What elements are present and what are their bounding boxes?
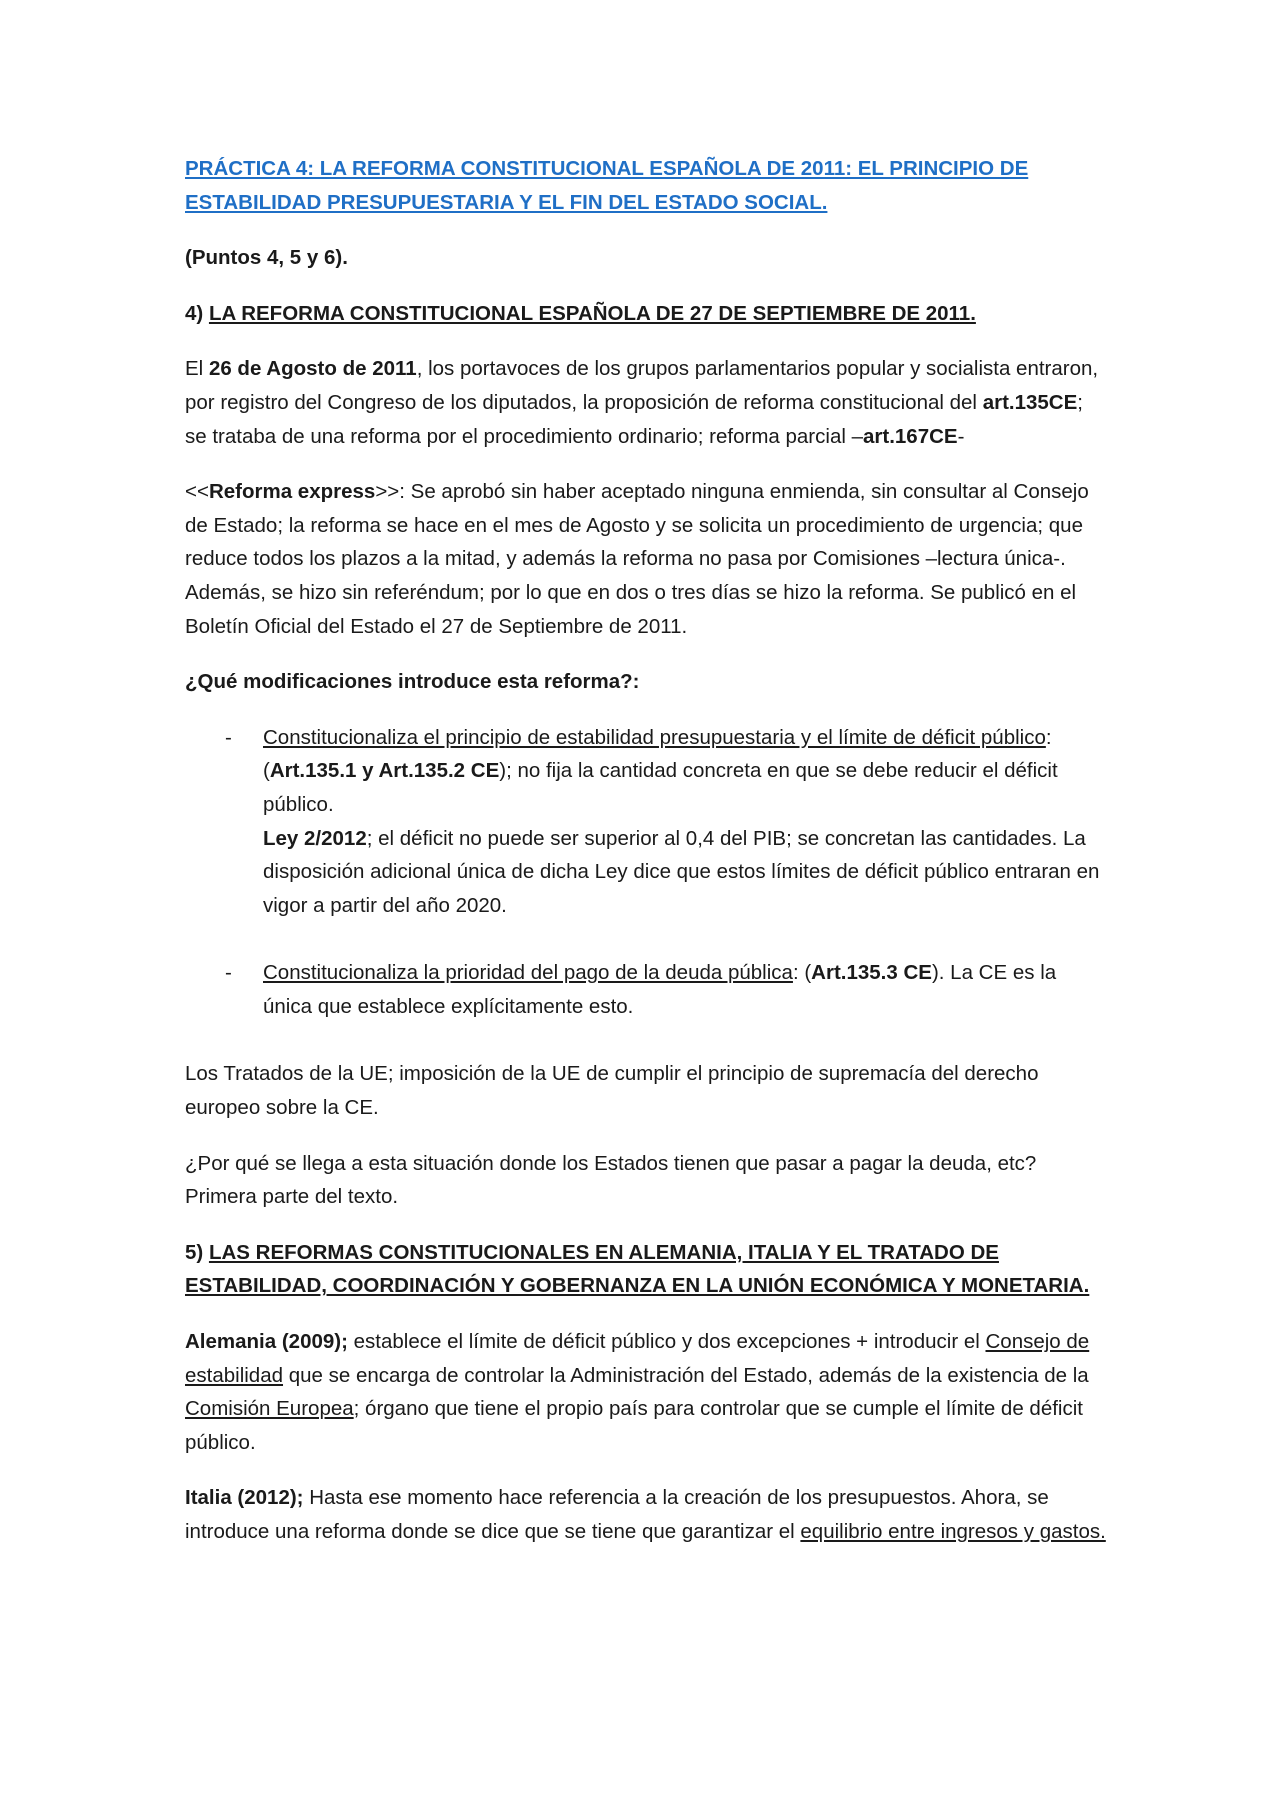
title-line-1: PRÁCTICA 4: LA REFORMA CONSTITUCIONAL ESPAÑOLA DE 2011: EL PRINCIPIO DE bbox=[185, 157, 1029, 180]
list-item: - Constitucionaliza el principio de estabilidad presupuestaria y el límite de déficit público: (Art.135.1 y Art.135.2 CE); no fija la cantidad concreta en que se debe reducir el déficit público. Ley 2/2012; el déficit no puede ser superior al 0,4 del PIB; se concretan las cantidades. La disposición adicional única de dicha Ley dice que estos límites de déficit público entraran en vigor a partir del año 2020. bbox=[225, 725, 1100, 917]
section-4-paragraph-2: <<Reforma express>>: Se aprobó sin haber aceptado ninguna enmienda, sin consultar al Consejo de Estado; la reforma se hace en el mes de Agosto y se solicita un procedimiento de urgencia; que reduce todos los plazos a la mitad, y además la reforma no pasa por Comisiones –lectura única-. Además, se hizo sin referéndum; por lo que en dos o tres días se hizo la reforma. Se publicó en el Boletín Oficial del Estado el 27 de Septiembre de 2011. bbox=[185, 480, 1089, 638]
section-4-question: ¿Qué modificaciones introduce esta reforma?: bbox=[185, 670, 640, 694]
section-4-paragraph-3: Los Tratados de la UE; imposición de la UE de cumplir el principio de supremacía del derecho europeo sobre la CE. bbox=[185, 1062, 1039, 1120]
section-4-heading: 4) LA REFORMA CONSTITUCIONAL ESPAÑOLA DE 27 DE SEPTIEMBRE DE 2011. bbox=[185, 301, 976, 325]
title-line-2: ESTABILIDAD PRESUPUESTARIA Y EL FIN DEL ESTADO SOCIAL. bbox=[185, 190, 828, 214]
puntos-note: (Puntos 4, 5 y 6). bbox=[185, 246, 348, 270]
modifications-list bbox=[185, 721, 1110, 1024]
section-5-heading: 5) LAS REFORMAS CONSTITUCIONALES EN ALEMANIA, ITALIA Y EL TRATADO DE ESTABILIDAD, COORDINACIÓN Y GOBERNANZA EN LA UNIÓN ECONÓMICA Y MONETARIA. bbox=[185, 1240, 1090, 1298]
section-5-italia: Italia (2012); Hasta ese momento hace referencia a la creación de los presupuestos. Ahora, se introduce una reforma donde se dice que se tiene que garantizar el equilibrio entre ingresos y gastos. bbox=[185, 1486, 1106, 1543]
document-title bbox=[185, 152, 1110, 219]
section-5-alemania: Alemania (2009); establece el límite de déficit público y dos excepciones + introducir el Consejo de estabilidad que se encarga de controlar la Administración del Estado, además de la existencia de la Comisión Europea; órgano que tiene el propio país para controlar que se cumple el límite de déficit público. bbox=[185, 1330, 1090, 1454]
list-item: - Constitucionaliza la prioridad del pago de la deuda pública: (Art.135.3 CE). La CE es la única que establece explícitamente esto. bbox=[225, 961, 1057, 1018]
section-4-paragraph-4: ¿Por qué se llega a esta situación donde los Estados tienen que pasar a pagar la deuda, etc? Primera parte del texto. bbox=[185, 1151, 1037, 1209]
section-4-paragraph-1: El 26 de Agosto de 2011, los portavoces de los grupos parlamentarios popular y socialista entraron, por registro del Congreso de los diputados, la proposición de reforma constitucional del art.135CE; se trataba de una reforma por el procedimiento ordinario; reforma parcial –art.167CE- bbox=[185, 357, 1099, 448]
document-page bbox=[185, 152, 1110, 1571]
